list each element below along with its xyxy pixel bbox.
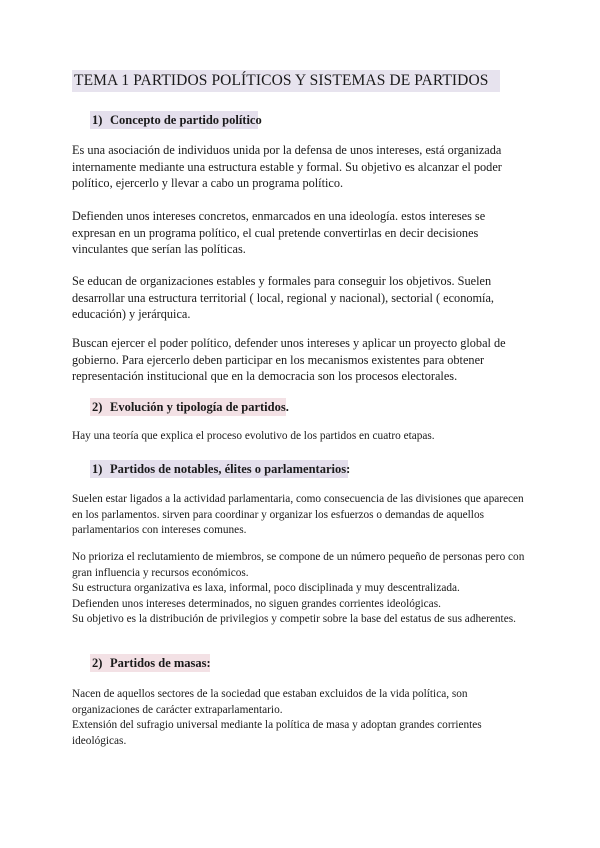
text-line: Suelen estar ligados a la actividad parlamentaria, como consecuencia de las divisiones que aparecen xyxy=(72,493,524,505)
text-line: No prioriza el reclutamiento de miembros, se compone de un número pequeño de personas pero con xyxy=(72,551,525,563)
section-label: Partidos de notables, élites o parlamentarios: xyxy=(110,462,351,476)
text-line: Hay una teoría que explica el proceso evolutivo de los partidos en cuatro etapas. xyxy=(72,430,435,442)
page-title: TEMA 1 PARTIDOS POLÍTICOS Y SISTEMAS DE PARTIDOS xyxy=(72,70,500,92)
text-line: político, ejercerlo y llevar a cabo un programa político. xyxy=(72,176,344,190)
text-line: en los parlamentos. sirven para coordinar y organizar los esfuerzos o demandas de aquellos xyxy=(72,508,484,521)
section-number: 2) xyxy=(92,400,103,414)
section-number: 1) xyxy=(92,113,103,127)
section-heading-notables xyxy=(90,460,351,478)
text-line: Defienden unos intereses concretos, enmarcados en una ideología. estos intereses se xyxy=(72,209,486,223)
section-number: 1) xyxy=(92,462,103,476)
text-line: parlamentarios con intereses comunes. xyxy=(72,524,247,536)
text-line: Nacen de aquellos sectores de la sociedad que estaban excluidos de la vida política, son xyxy=(72,688,468,700)
paragraph-organizaciones xyxy=(72,273,532,323)
text-line: internamente mediante una estructura estable y formal. Su objetivo es alcanzar el poder xyxy=(72,159,502,174)
paragraph-poder xyxy=(72,335,532,385)
text-line: gobierno. Para ejercerlo deben participar en los mecanismos existentes para obtener xyxy=(72,352,485,367)
paragraph-concepto xyxy=(72,142,532,192)
text-line: representación institucional que en la democracia son los procesos electorales. xyxy=(72,369,458,383)
text-line: gran influencia y recursos económicos. xyxy=(72,566,249,579)
section-label: Evolución y tipología de partidos. xyxy=(110,400,289,414)
text-line: Su estructura organizativa es laxa, informal, poco disciplinada y muy descentralizada. xyxy=(72,582,460,594)
text-line: desarrollar una estructura territorial ( local, regional y nacional), sectorial ( economía, xyxy=(72,290,495,305)
paragraph-teoria xyxy=(72,429,542,445)
text-line: educación) y jerárquica. xyxy=(72,307,191,321)
text-line: ideológicas. xyxy=(72,734,127,747)
paragraph-reclutamiento xyxy=(72,550,542,628)
text-line: Buscan ejercer el poder político, defender unos intereses y aplicar un proyecto global de xyxy=(72,336,506,350)
section-number: 2) xyxy=(92,656,103,670)
section-heading-masas xyxy=(90,654,210,672)
text-line: Su objetivo es la distribución de privilegios y competir sobre la base del estatus de sus adherentes. xyxy=(72,613,516,625)
section-heading-concepto xyxy=(90,111,262,129)
paragraph-parlamentarios xyxy=(72,492,542,539)
section-label: Concepto de partido político xyxy=(110,113,262,127)
text-line: Se educan de organizaciones estables y formales para conseguir los objetivos. Suelen xyxy=(72,274,492,288)
paragraph-intereses xyxy=(72,208,532,258)
section-label: Partidos de masas: xyxy=(110,656,211,670)
text-line: organizaciones de carácter extraparlamentario. xyxy=(72,703,283,716)
text-line: Extensión del sufragio universal mediante la política de masa y adoptan grandes corrientes xyxy=(72,719,482,731)
text-line: Defienden unos intereses determinados, no siguen grandes corrientes ideológicas. xyxy=(72,597,441,610)
section-heading-evolucion xyxy=(90,398,289,416)
text-line: Es una asociación de individuos unida por la defensa de unos intereses, está organizada xyxy=(72,143,502,157)
text-line: vinculantes que serían las políticas. xyxy=(72,242,246,256)
text-line: expresan en un programa político, el cual pretende convertirlas en decir decisiones xyxy=(72,225,479,240)
paragraph-masas xyxy=(72,687,542,749)
